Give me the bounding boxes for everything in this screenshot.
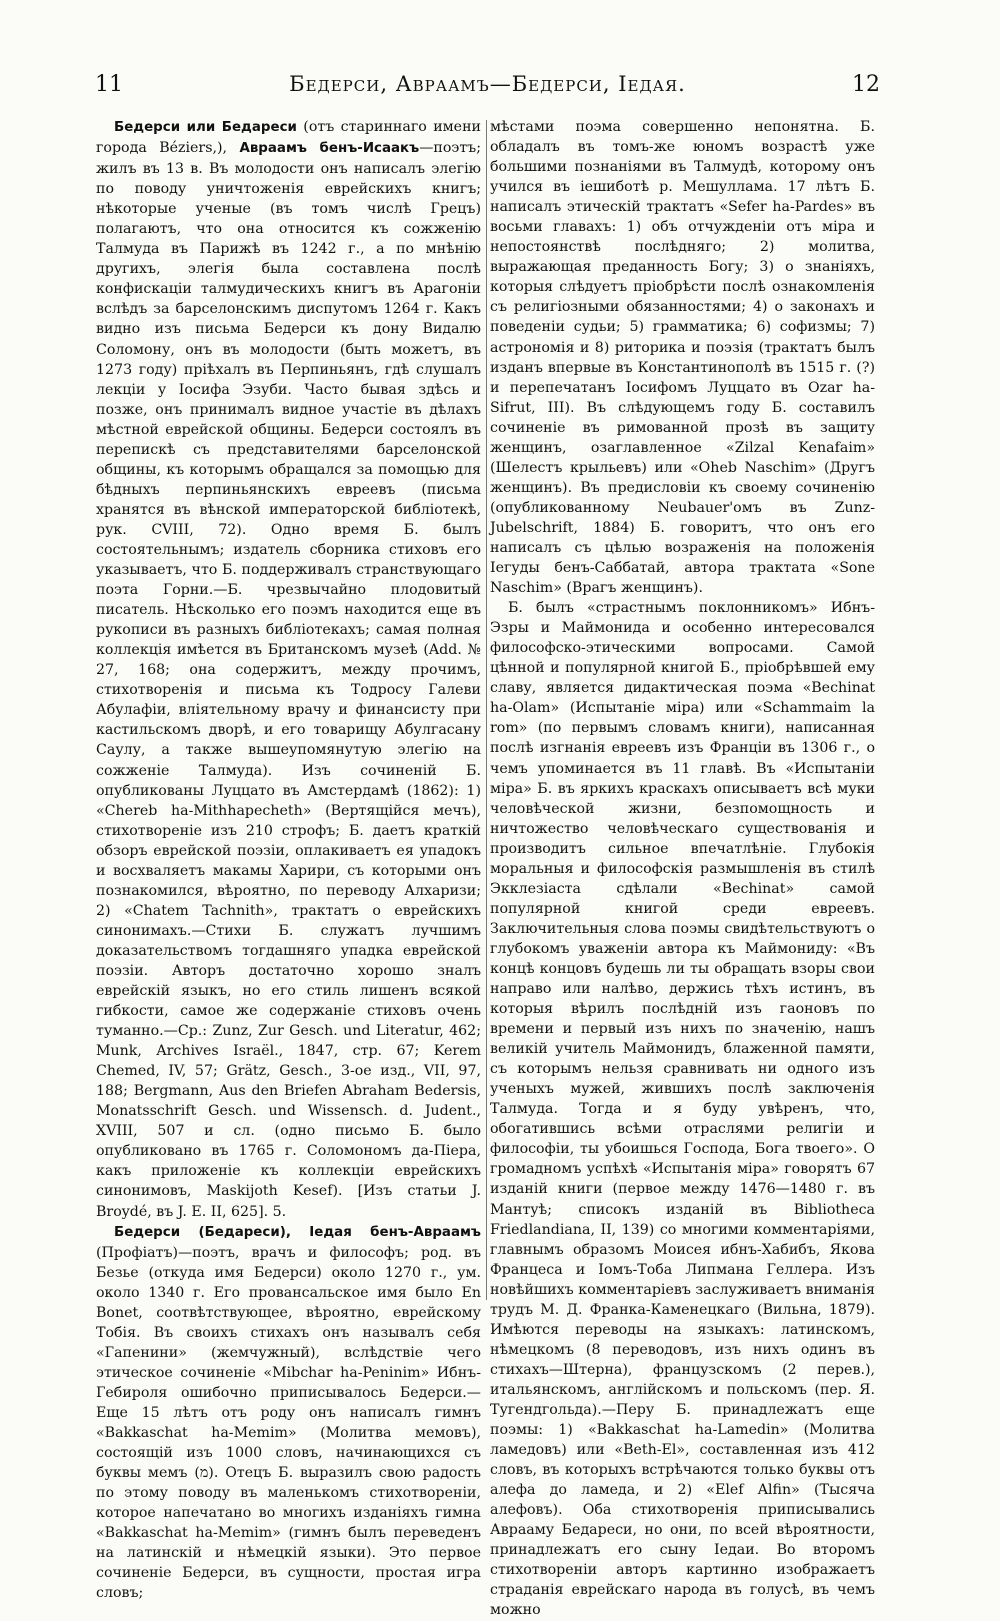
entry-text: —поэтъ; жилъ въ 13 в. Въ молодости онъ написалъ элегію по поводу уничтоженія еврейскихъ книгъ; нѣкоторые ученые (въ томъ числѣ Грецъ) полагаютъ, что она относится къ сожженію Талмуда въ Парижѣ въ 1242 г., а по мнѣнію другихъ, элегія была составлена послѣ конфискаціи талмудическихъ книгъ въ Арагоніи вслѣдъ за барселонскимъ диспутомъ 1264 г. Какъ видно изъ письма Бедерси къ дону Видалю Соломону, онъ въ молодости (быть можетъ, въ 1273 году) пріѣхалъ въ Перпиньянъ, гдѣ слушалъ лекціи у Іосифа Эзуби. Часто бывая здѣсь и позже, онъ принималъ видное участіе въ дѣлахъ мѣстной еврейской общины. Бедерси состоялъ въ перепискѣ съ представителями барселонской общины, къ которымъ обращался за помощью для бѣдныхъ перпиньянскихъ евреевъ (письма хранятся въ вѣнской императорской библіотекѣ, рук. CVIII, 72). Одно время Б. былъ состоятельнымъ; издатель сборника стиховъ его указываетъ, что Б. поддерживалъ странствующаго поэта Горни.—Б. чрезвычайно плодовитый писатель. Нѣсколько его поэмъ находится еще въ рукописи въ разныхъ библіотекахъ; самая полная коллекція имѣется въ Британскомъ музеѣ (Add. № 27, 168; она содержитъ, между прочимъ, стихотворенія и письма къ Тодросу Галеви Абулафіи, вліятельному врачу и финансисту при кастильскомъ дворѣ, и его товарищу Абулгасану Саулу, а также вышеупомянутую элегію на сожженіе Талмуда). Изъ сочиненій Б. опубликованы Луццато въ Амстердамѣ (1862): 1) «Chereb ha-Mithhapecheth» (Вертящійся мечъ), стихотвореніе изъ 210 строфъ; Б. даетъ краткій обзоръ еврейской поэзіи, оплакиваетъ ея упадокъ и восхваляетъ макамы Харири, съ которыми онъ познакомился, вѣроятно, по переводу Алхаризи; 2) «Chatem Tachnith», трактатъ о еврейскихъ синонимахъ.—Стихи Б. служатъ лучшимъ доказательствомъ тогдашняго упадка еврейской поэзіи. Авторъ достаточно хорошо зналъ еврейскій языкъ, но его стиль лишенъ всякой гибкости, самое же содержаніе стиховъ очень туманно.—Ср.: Zunz, Zur Gesch. und Literatur, 462; Munk, Archives Israël., 1847, стр. 67; Kerem Chemed, IV, 57; Grätz, Gesch., 3-ое изд., VII, 97, 188; Bergmann, Aus den Briefen Abraham Bedersis, Monatsschrift Gesch. und Wissensch. d. Judent., XVIII, 507 и сл. (одно письмо Б. было опубликовано въ 1765 г. Соломономъ да-Піера, какъ приложеніе къ коллекціи еврейскихъ синонимовъ, Maskijoth Kesef). [Изъ статьи J. Broydé, въ J. E. II, 625]. 5. [96, 140, 481, 1220]
right-column [490, 117, 875, 1619]
page-number-left: 11 [95, 72, 123, 97]
paragraph: мѣстами поэма совершенно непонятна. Б. обладалъ въ томъ-же юномъ возрастѣ уже большими познаніями въ Талмудѣ, которому онъ учился въ іешиботѣ р. Мешуллама. 17 лѣтъ Б. написалъ этическій трактатъ «Sefer ha-Pardes» въ восьми главахъ: 1) объ отчужденіи отъ міра и непостоянствѣ послѣдняго; 2) молитва, выражающая преданность Богу; 3) о знаніяхъ, которыя слѣдуетъ пріобрѣсти послѣ ознакомленія съ религіозными обязанностями; 4) о законахъ и поведеніи судьи; 5) грамматика; 6) софизмы; 7) астрономія и 8) риторика и поэзія (трактатъ былъ изданъ впервые въ Константинополѣ въ 1515 г. (?) и перепечатанъ Іосифомъ Луццато въ Ozar ha-Sifrut, III). Въ слѣдующемъ году Б. составилъ сочиненіе въ римованной прозѣ въ защиту женщинъ, озаглавленное «Zilzal Kenafaim» (Шелестъ крыльевъ) или «Oheb Naschim» (Другъ женщинъ). Въ предисловіи къ своему сочиненію (опубликованному Neubauer'омъ въ Zunz-Jubelschrift, 1884) Б. говоритъ, что онъ его написалъ съ цѣлью возраженія на положенія Іегуды бенъ-Саббатай, автора трактата «Sone Naschim» (Врагъ женщинъ). [490, 119, 875, 597]
entry-text: (отъ стариннаго имени города Béziers,), [96, 119, 481, 157]
entry-avraam-bedersi [96, 117, 481, 1222]
entry-headword: Бедерси (Бедареси), Іедая бенъ-Авраамъ [114, 1224, 481, 1240]
entry-headword: Авраамъ бенъ-Исаакъ [239, 141, 420, 157]
paragraph: Б. былъ «страстнымъ поклонникомъ» Ибнъ-Эзры и Маймонида и особенно интересовался философско-этическими вопросами. Самой цѣнной и популярной книгой Б., пріобрѣвшей ему славу, является дидактическая поэма «Bechinat ha-Olam» (Испытаніе міра) или «Schammaim la rom» (по первымъ словамъ книги), написанная послѣ изгнанія евреевъ изъ Франціи въ 1306 г., о чемъ упоминается въ 11 главѣ. Въ «Испытаніи міра» Б. въ яркихъ краскахъ описываетъ всѣ муки человѣческой жизни, безпомощность и ничтожество человѣческаго существованія и производитъ сильное впечатлѣніе. Глубокія моральныя и философскія размышленія въ стилѣ Экклезіаста сдѣлали «Bechinat» самой популярной книгой среди евреевъ. Заключительныя слова поэмы свидѣтельствуютъ о глубокомъ уваженіи автора къ Маймониду: «Въ концѣ концовъ будешь ли ты обращать взоры свои направо или налѣво, держись тѣхъ истинъ, въ которыя вѣрилъ послѣдній изъ гаоновъ по времени и первый изъ нихъ по значенію, нашъ великій учитель Маймонидъ, блаженной памяти, съ которымъ нельзя сравнивать ни одного изъ ученыхъ мужей, жившихъ послѣ заключенія Талмуда. Тогда и я буду увѣренъ, что, обогатившись всѣми отраслями религіи и философіи, ты убоишься Господа, Бога твоего». О громадномъ успѣхѣ «Испытанія міра» говорятъ 67 изданій книги (первое между 1476—1480 г. въ Мантуѣ; списокъ изданій въ Bibliotheca Friedlandiana, II, 139) со многими комментаріями, главнымъ образомъ Моисея ибнъ-Хабибъ, Якова Францеса и Іомъ-Тоба Липмана Геллера. Изъ новѣйшихъ комментаріевъ заслуживаетъ вниманія трудъ М. Д. Франка-Каменецкаго (Вильна, 1879). Имѣются переводы на языкахъ: латинскомъ, нѣмецкомъ (8 переводовъ, изъ нихъ одинъ въ стихахъ—Штерна), французскомъ (2 перев.), итальянскомъ, англійскомъ и польскомъ (пер. Я. Тугендгольда).—Перу Б. принадлежатъ еще поэмы: 1) «Bakkaschat ha-Lamedin» (Молитва ламедовъ) или «Beth-El», составленная изъ 412 словъ, въ которыхъ встрѣчаются только буквы отъ алефа до ламеда, и 2) «Elef Alfin» (Тысяча алефовъ). Оба стихотворенія приписывались Аврааму Бедареси, но они, по всей вѣроятности, принадлежатъ его сыну Іедаи. Во второмъ стихотвореніи авторъ картинно изображаетъ страданія еврейскаго народа въ голусѣ, въ чемъ можно [490, 600, 875, 1619]
column-divider [486, 120, 487, 1300]
entry-headword: Бедерси или Бедареси [114, 120, 297, 135]
entry-text: (Профіатъ)—поэтъ, врачъ и философъ; род. въ Безье (откуда имя Бедерси) около 1270 г., ум. около 1340 г. Его провансальское имя было En Bonet, соотвѣтствующее, вѣроятно, еврейскому Тобія. Въ своихъ стихахъ онъ называлъ себя «Гапенини» (жемчужный), вслѣдствіе чего этическое сочиненіе «Mibchar ha-Peninim» Ибнъ-Гебироля ошибочно приписывалось Бедерси.—Еще 15 лѣтъ отъ роду онъ написалъ гимнъ «Bakkaschat ha-Memim» (Молитва мемовъ), состоящій изъ 1000 словъ, начинающихся съ буквы мемъ (מ). Отецъ Б. выразилъ свою радость по этому поводу въ маленькомъ стихотвореніи, которое напечатано во многихъ изданіяхъ гимна «Bakkaschat ha-Memim» (гимнъ былъ переведенъ на латинскій и нѣмецкій языки). Это первое сочиненіе Бедерси, въ сущности, простая игра словъ; [96, 1244, 481, 1602]
page-number-right: 12 [851, 72, 880, 97]
running-title: Бедерси, Авраамъ—Бедерси, Iедая. [289, 72, 686, 96]
page-header [95, 72, 880, 106]
entry-iedaya-bedersi [96, 1222, 481, 1604]
left-column [96, 117, 481, 1602]
